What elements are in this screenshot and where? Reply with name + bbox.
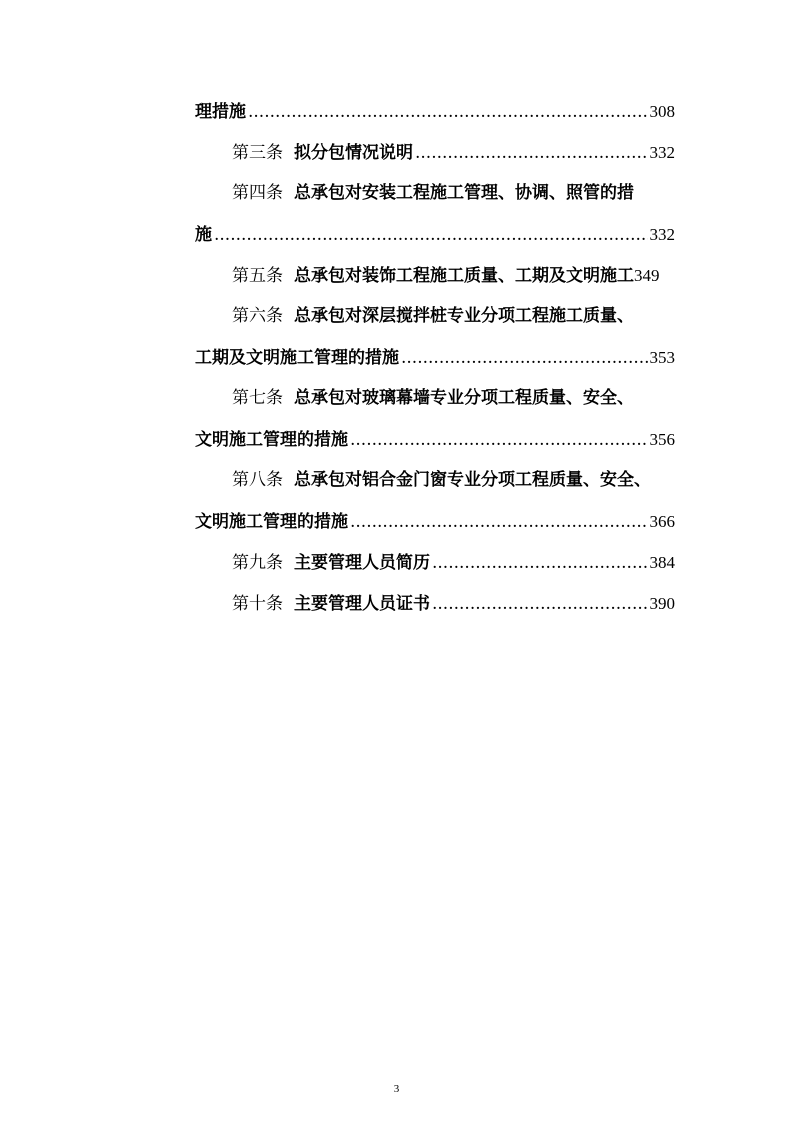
toc-entry-continuation[interactable] [195, 214, 675, 255]
dot-leader [350, 502, 648, 543]
toc-article-number: 第八条 [232, 470, 283, 490]
toc-entry[interactable] [195, 255, 675, 296]
toc-entry-title: 主要管理人员证书 [294, 594, 430, 614]
footer-page-number: 3 [393, 1083, 400, 1095]
toc-entry-title: 总承包对装饰工程施工质量、工期及文明施工 [294, 266, 634, 286]
toc-entry[interactable] [195, 91, 675, 132]
toc-article-number: 第七条 [232, 388, 283, 408]
toc-entry-title: 工期及文明施工管理的措施 [195, 348, 399, 368]
toc-entry-continuation[interactable] [195, 337, 675, 378]
toc-entry-title: 总承包对铝合金门窗专业分项工程质量、安全、 [294, 470, 651, 490]
dot-leader [432, 584, 648, 625]
toc-page-number: 356 [649, 430, 675, 449]
toc-entry-title: 理措施 [195, 102, 246, 122]
toc-entry-title: 拟分包情况说明 [294, 143, 413, 163]
toc-entry-title: 总承包对深层搅拌桩专业分项工程施工质量、 [294, 306, 634, 326]
dot-leader [214, 215, 648, 256]
dot-leader [415, 133, 648, 174]
toc-page-number: 390 [649, 594, 675, 613]
toc-page-number: 308 [649, 102, 675, 121]
toc-entry-title: 总承包对安装工程施工管理、协调、照管的措 [294, 183, 634, 203]
toc-entry[interactable] [195, 296, 675, 337]
dot-leader [248, 92, 648, 133]
toc-entry[interactable] [195, 132, 675, 173]
toc-entry-continuation[interactable] [195, 501, 675, 542]
toc-page-number: 384 [649, 553, 675, 572]
toc-entry-title: 总承包对玻璃幕墙专业分项工程质量、安全、 [294, 388, 634, 408]
dot-leader [401, 338, 648, 379]
toc-entry-title: 主要管理人员简历 [294, 553, 430, 573]
toc-article-number: 第九条 [232, 553, 283, 573]
table-of-contents [195, 91, 675, 624]
toc-page-number: 366 [649, 512, 675, 531]
toc-page-number: 353 [649, 348, 675, 367]
toc-article-number: 第六条 [232, 306, 283, 326]
toc-entry[interactable] [195, 583, 675, 624]
toc-article-number: 第四条 [232, 183, 283, 203]
dot-leader [432, 543, 648, 584]
toc-entry-title: 文明施工管理的措施 [195, 512, 348, 532]
toc-entry-title: 施 [195, 225, 212, 245]
toc-entry[interactable] [195, 378, 675, 419]
toc-entry[interactable] [195, 542, 675, 583]
toc-entry[interactable] [195, 460, 675, 501]
toc-entry[interactable] [195, 173, 675, 214]
toc-article-number: 第三条 [232, 143, 283, 163]
toc-entry-continuation[interactable] [195, 419, 675, 460]
toc-article-number: 第五条 [232, 266, 283, 286]
toc-page-number: 349 [634, 266, 660, 285]
toc-entry-title: 文明施工管理的措施 [195, 430, 348, 450]
toc-page-number: 332 [649, 143, 675, 162]
toc-page-number: 332 [649, 225, 675, 244]
dot-leader [350, 420, 648, 461]
toc-article-number: 第十条 [232, 594, 283, 614]
